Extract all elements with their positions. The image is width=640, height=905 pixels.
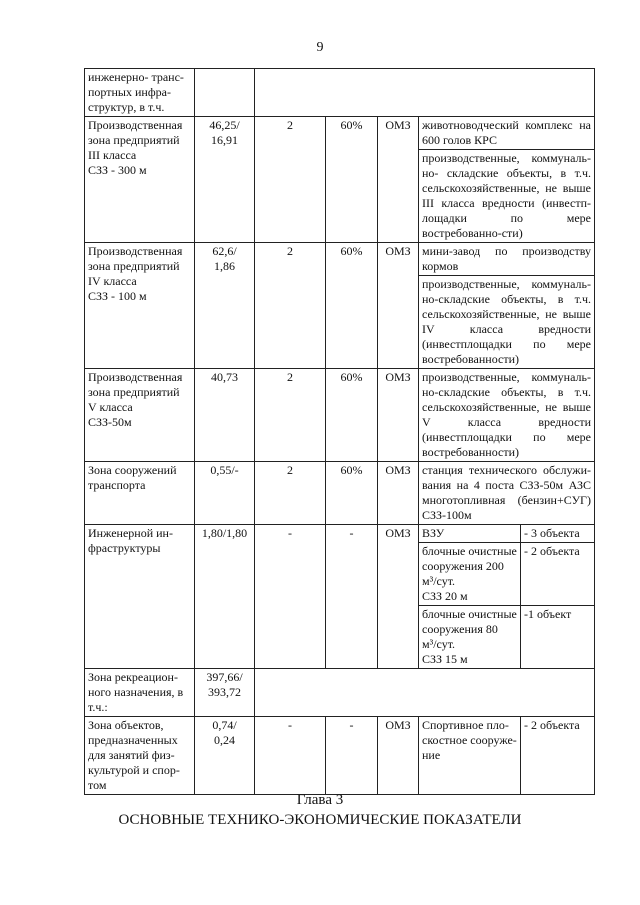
zone-object: производственные, коммуналь-но-складские объекты, в т.ч. сельскохозяйственные, не выше IV класса вредности (инвестплощадки по мере востребованности) xyxy=(419,276,595,369)
page-number: 9 xyxy=(316,40,324,55)
zone-name: инженерно- транс- портных инфра- структур, в т.ч. xyxy=(85,69,195,117)
zone-area: 0,55/- xyxy=(195,462,255,525)
zone-floors: - xyxy=(255,525,326,669)
zone-type: ОМЗ xyxy=(378,717,419,795)
facility-name: ВЗУ xyxy=(419,525,521,543)
zone-object: мини-завод по производству кормов xyxy=(419,243,595,276)
zone-floors: 2 xyxy=(255,369,326,462)
facility-name: Спортивное пло- скостное сооруже- ние xyxy=(419,717,521,795)
table-row xyxy=(85,717,595,795)
facility-name: блочные очистные сооружения 200 м³/сут. СЗЗ 20 м xyxy=(419,543,521,606)
zone-object: производственные, коммуналь-но-складские объекты, в т.ч. сельскохозяйственные, не выше V класса вредности (инвестплощадки по мере востребованности) xyxy=(419,369,595,462)
zone-density: - xyxy=(326,525,378,669)
zone-name: Зона рекреацион- ного назначения, в т.ч.: xyxy=(85,669,195,717)
chapter-heading: Глава 3 xyxy=(296,792,344,808)
table-row xyxy=(85,243,595,276)
zone-object: станция технического обслужи-вания на 4 поста СЗЗ-50м АЗС многотопливная (бензин+СУГ) СЗЗ-100м xyxy=(419,462,595,525)
zone-name: Производственная зона предприятий III класса СЗЗ - 300 м xyxy=(85,117,195,243)
table-row xyxy=(85,69,595,117)
facility-count: - 3 объекта xyxy=(521,525,595,543)
zone-area: 62,6/ 1,86 xyxy=(195,243,255,369)
zone-floors: 2 xyxy=(255,243,326,369)
facility-count: - 2 объекта xyxy=(521,543,595,606)
zone-type: ОМЗ xyxy=(378,525,419,669)
table-row xyxy=(85,117,595,150)
zone-area: 1,80/1,80 xyxy=(195,525,255,669)
table-row xyxy=(85,525,595,543)
zone-name: Зона сооружений транспорта xyxy=(85,462,195,525)
zones-table xyxy=(84,68,595,795)
zone-name: Производственная зона предприятий IV класса СЗЗ - 100 м xyxy=(85,243,195,369)
facility-count: -1 объект xyxy=(521,606,595,669)
zone-density: - xyxy=(326,717,378,795)
zone-type: ОМЗ xyxy=(378,369,419,462)
zone-type: ОМЗ xyxy=(378,462,419,525)
zone-type: ОМЗ xyxy=(378,243,419,369)
zone-floors: 2 xyxy=(255,462,326,525)
zone-type: ОМЗ xyxy=(378,117,419,243)
zone-object: производственные, коммуналь-но- складские объекты, в т.ч. сельскохозяйственные, не выше III класса вредности (инвестп-лощадки по мере востребованно-сти) xyxy=(419,150,595,243)
zone-density: 60% xyxy=(326,369,378,462)
zone-floors: 2 xyxy=(255,117,326,243)
facility-count: - 2 объекта xyxy=(521,717,595,795)
zone-area: 397,66/ 393,72 xyxy=(195,669,255,717)
table-row xyxy=(85,369,595,462)
section-title: ОСНОВНЫЕ ТЕХНИКО-ЭКОНОМИЧЕСКИЕ ПОКАЗАТЕЛИ xyxy=(118,812,522,828)
zone-density: 60% xyxy=(326,462,378,525)
zone-density: 60% xyxy=(326,117,378,243)
facility-name: блочные очистные сооружения 80 м³/сут. СЗЗ 15 м xyxy=(419,606,521,669)
zone-area: 46,25/ 16,91 xyxy=(195,117,255,243)
zone-name: Производственная зона предприятий V класса СЗЗ-50м xyxy=(85,369,195,462)
zone-area: 0,74/ 0,24 xyxy=(195,717,255,795)
zone-object: животноводческий комплекс на 600 голов КРС xyxy=(419,117,595,150)
table-row xyxy=(85,669,595,717)
zone-floors: - xyxy=(255,717,326,795)
zone-name: Инженерной ин- фраструктуры xyxy=(85,525,195,669)
zone-area: 40,73 xyxy=(195,369,255,462)
zone-density: 60% xyxy=(326,243,378,369)
table-row xyxy=(85,462,595,525)
zone-name: Зона объектов, предназначенных для занятий физ- культурой и спор- том xyxy=(85,717,195,795)
